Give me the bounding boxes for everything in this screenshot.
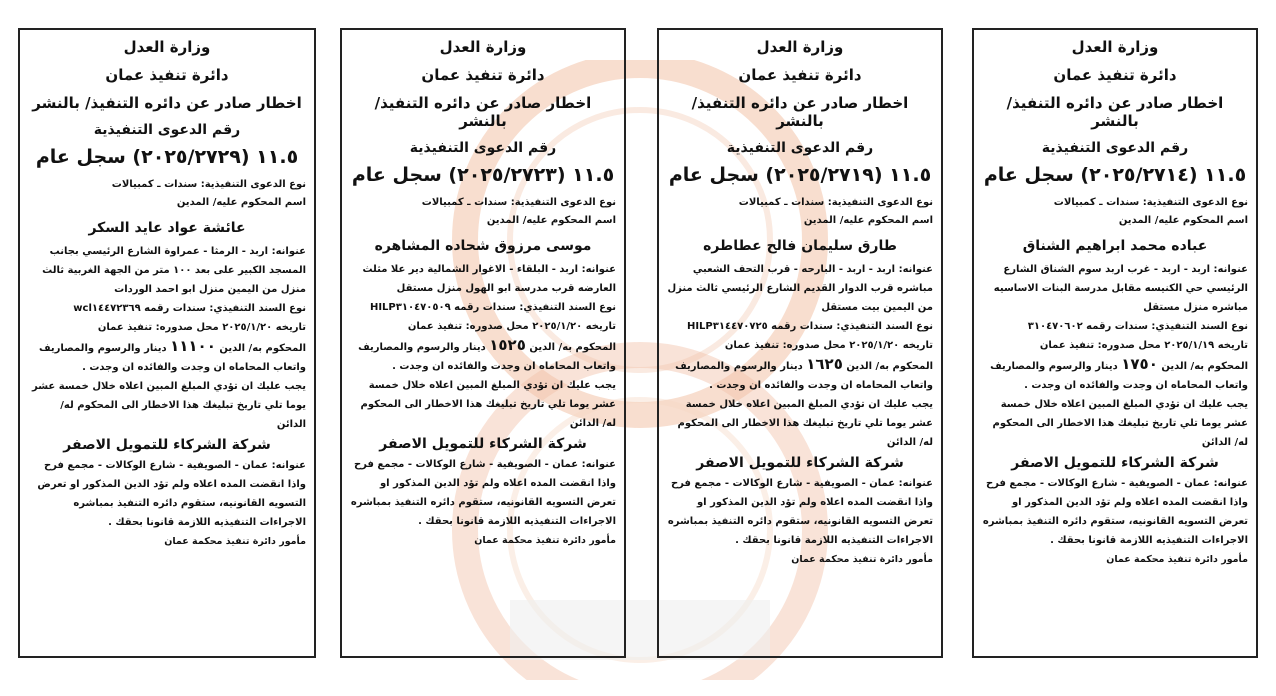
notice-subject: اخطار صادر عن دائره التنفيذ/ بالنشر: [1006, 94, 1224, 130]
creditor-name: شركة الشركاء للتمويل الاصفر: [1011, 455, 1219, 471]
bond-date: تاريخه ٢٠٢٥/١/٢٠ محل صدوره: تنفيذ عمان: [97, 322, 306, 333]
defendant-label: اسم المحكوم عليه/ المدين: [486, 215, 616, 226]
payment-notice: يجب عليك ان تؤدي المبلغ المبين اعلاه خلال خمسة عشر يوما تلي تاريخ تبليغك هذا الاخطار الى المحكوم له/ الدائن: [992, 399, 1248, 448]
case-number: ١١.٥ (٢٠٢٥/٢٧١٩) سجل عام: [668, 164, 932, 186]
case-type: نوع الدعوى التنفيذية: سندات ـ كمبيالات: [738, 197, 933, 208]
defendant-label: اسم المحكوم عليه/ المدين: [1118, 215, 1248, 226]
defendant-label: اسم المحكوم عليه/ المدين: [176, 197, 306, 208]
payment-notice: يجب عليك ان تؤدي المبلغ المبين اعلاه خلال خمسة عشر يوما تلي تاريخ تبليغك هذا الاخطار الى المحكوم له/ الدائن: [31, 381, 306, 430]
case-label: رقم الدعوى التنفيذية: [1041, 140, 1189, 156]
case-type: نوع الدعوى التنفيذية: سندات ـ كمبيالات: [1053, 197, 1248, 208]
signature: مأمور دائرة تنفيذ محكمة عمان: [164, 536, 306, 547]
department-title: دائرة تنفيذ عمان: [1053, 66, 1177, 84]
case-label: رقم الدعوى التنفيذية: [726, 140, 874, 156]
department-title: دائرة تنفيذ عمان: [421, 66, 545, 84]
amount-paragraph: [667, 355, 933, 395]
amount-suffix: دينار والرسوم والمصاريف واتعاب المحاماه ان وجدت والفائده ان وجدت .: [358, 342, 616, 372]
defendant-name: طارق سليمان فالح عطاطره: [703, 238, 897, 254]
defendant-address: عنوانه: اربد - البلقاء - الاغوار الشمالية دير علا مثلث العارضه قرب مدرسة ابو الهول منزل مستقل: [362, 264, 616, 294]
defendant-address: عنوانه: اربد - اربد - غرب اربد سوم الشناق الشارع الرئيسي حي الكنيسه مقابل مدرسة البنات الاساسيه مباشره منزل مستقل: [993, 264, 1248, 313]
amount-paragraph: [28, 337, 306, 377]
warning-paragraph: واذا انقضت المده اعلاه ولم تؤد الدين المذكور او تعرض التسويه القانونيه، ستقوم دائره التنفيذ بمباشره الاجراءات التنفيذيه اللازمة قانونا بحقك .: [350, 478, 616, 527]
defendant-address: عنوانه: اربد - اربد - البارحه - قرب التحف الشعبي مباشره قرب الدوار القديم الشارع الرئيسي ثالث منزل من اليمين بيت مستقل: [667, 264, 933, 313]
bond-line: نوع السند التنفيذي: سندات رقمه ٣١٠٤٧٠٦٠٢: [1027, 321, 1248, 332]
warning-paragraph: واذا انقضت المده اعلاه ولم تؤد الدين المذكور او تعرض التسويه القانونيه، ستقوم دائره التنفيذ بمباشره الاجراءات التنفيذيه اللازمة قانونا بحقك .: [667, 497, 933, 546]
warning-paragraph: واذا انقضت المده اعلاه ولم تؤد الدين المذكور او تعرض التسويه القانونيه، ستقوم دائره التنفيذ بمباشره الاجراءات التنفيذيه اللازمة قانونا بحقك .: [37, 479, 306, 528]
case-type: نوع الدعوى التنفيذية: سندات ـ كمبيالات: [421, 197, 616, 208]
bond-date: تاريخه ٢٠٢٥/١/٢٠ محل صدوره: تنفيذ عمان: [724, 340, 933, 351]
creditor-name: شركة الشركاء للتمويل الاصفر: [379, 436, 587, 452]
notice-card: [657, 28, 943, 658]
amount-prefix: المحكوم به/ الدين: [1161, 361, 1248, 372]
creditor-name: شركة الشركاء للتمويل الاصفر: [696, 455, 904, 471]
case-number: ١١.٥ (٢٠٢٥/٢٧١٤) سجل عام: [983, 164, 1247, 186]
amount-value: ١٧٥٠: [1121, 355, 1158, 373]
amount-value: ١١١٠٠: [170, 337, 216, 355]
bond-line: نوع السند التنفيذي: سندات رقمه HILP٣١٤٤٧٠٧٢٥: [686, 321, 933, 332]
bond-line: نوع السند التنفيذي: سندات رقمه HILP٣١٠٤٧٠٥٠٩: [369, 302, 616, 313]
signature: مأمور دائرة تنفيذ محكمة عمان: [791, 554, 933, 565]
warning-paragraph: واذا انقضت المده اعلاه ولم تؤد الدين المذكور او تعرض التسويه القانونيه، ستقوم دائره التنفيذ بمباشره الاجراءات التنفيذيه اللازمة قانونا بحقك .: [982, 497, 1248, 546]
notice-subject: اخطار صادر عن دائره التنفيذ/ بالنشر: [691, 94, 909, 130]
bond-date: تاريخه ٢٠٢٥/١/١٩ محل صدوره: تنفيذ عمان: [1039, 340, 1248, 351]
creditor-address: عنوانه: عمان - الصويفية - شارع الوكالات - مجمع فرح: [985, 478, 1248, 489]
signature: مأمور دائرة تنفيذ محكمة عمان: [1106, 554, 1248, 565]
creditor-address: عنوانه: عمان - الصويفية - شارع الوكالات - مجمع فرح: [353, 459, 616, 470]
case-type: نوع الدعوى التنفيذية: سندات ـ كمبيالات: [111, 179, 306, 190]
department-title: دائرة تنفيذ عمان: [105, 66, 229, 84]
creditor-address: عنوانه: عمان - الصويفية - شارع الوكالات - مجمع فرح: [670, 478, 933, 489]
payment-notice: يجب عليك ان تؤدي المبلغ المبين اعلاه خلال خمسة عشر يوما تلي تاريخ تبليغك هذا الاخطار الى المحكوم له/ الدائن: [360, 380, 616, 429]
defendant-label: اسم المحكوم عليه/ المدين: [803, 215, 933, 226]
defendant-address: عنوانه: اربد - الرمثا - عمراوة الشارع الرئيسي بجانب المسجد الكبير على بعد ١٠٠ متر من الجهة الغربية ثالث منزل من اليمين منزل ابو احمد الوردات: [42, 246, 306, 295]
amount-paragraph: [982, 355, 1248, 395]
ministry-title: وزارة العدل: [439, 38, 527, 56]
amount-suffix: دينار والرسوم والمصاريف واتعاب المحاماه ان وجدت والفائده ان وجدت .: [990, 361, 1248, 391]
notice-card: [18, 28, 316, 658]
notice-subject: اخطار صادر عن دائره التنفيذ/ بالنشر: [374, 94, 592, 130]
notice-card: [972, 28, 1258, 658]
notice-subject: اخطار صادر عن دائره التنفيذ/ بالنشر: [32, 94, 302, 112]
amount-suffix: دينار والرسوم والمصاريف واتعاب المحاماه ان وجدت والفائده ان وجدت .: [675, 361, 933, 391]
ministry-title: وزارة العدل: [1071, 38, 1159, 56]
ministry-title: وزارة العدل: [123, 38, 211, 56]
case-number: ١١.٥ (٢٠٢٥/٢٧٢٣) سجل عام: [351, 164, 615, 186]
amount-value: ١٦٢٥: [806, 355, 843, 373]
defendant-name: موسى مرزوق شحاده المشاهره: [374, 238, 592, 254]
department-title: دائرة تنفيذ عمان: [738, 66, 862, 84]
amount-value: ١٥٢٥: [489, 336, 526, 354]
creditor-name: شركة الشركاء للتمويل الاصفر: [63, 437, 271, 453]
amount-prefix: المحكوم به/ الدين: [846, 361, 933, 372]
amount-suffix: دينار والرسوم والمصاريف واتعاب المحاماه ان وجدت والفائده ان وجدت .: [38, 343, 306, 373]
defendant-name: عباده محمد ابراهيم الشناق: [1022, 238, 1208, 254]
signature: مأمور دائرة تنفيذ محكمة عمان: [474, 535, 616, 546]
amount-paragraph: [350, 336, 616, 376]
case-number: ١١.٥ (٢٠٢٥/٢٧٢٩) سجل عام: [35, 146, 299, 168]
bond-date: تاريخه ٢٠٢٥/١/٢٠ محل صدوره: تنفيذ عمان: [407, 321, 616, 332]
creditor-address: عنوانه: عمان - الصويفية - شارع الوكالات - مجمع فرح: [43, 460, 306, 471]
case-label: رقم الدعوى التنفيذية: [93, 122, 241, 138]
amount-prefix: المحكوم به/ الدين: [219, 343, 306, 354]
amount-prefix: المحكوم به/ الدين: [529, 342, 616, 353]
ministry-title: وزارة العدل: [756, 38, 844, 56]
notice-card: [340, 28, 626, 658]
case-label: رقم الدعوى التنفيذية: [409, 140, 557, 156]
defendant-name: عائشة عواد عايد السكر: [88, 220, 246, 236]
bond-line: نوع السند التنفيذي: سندات رقمه wcl١٤٤٧٢٣٦٩: [73, 303, 306, 314]
payment-notice: يجب عليك ان تؤدي المبلغ المبين اعلاه خلال خمسة عشر يوما تلي تاريخ تبليغك هذا الاخطار الى المحكوم له/ الدائن: [677, 399, 933, 448]
